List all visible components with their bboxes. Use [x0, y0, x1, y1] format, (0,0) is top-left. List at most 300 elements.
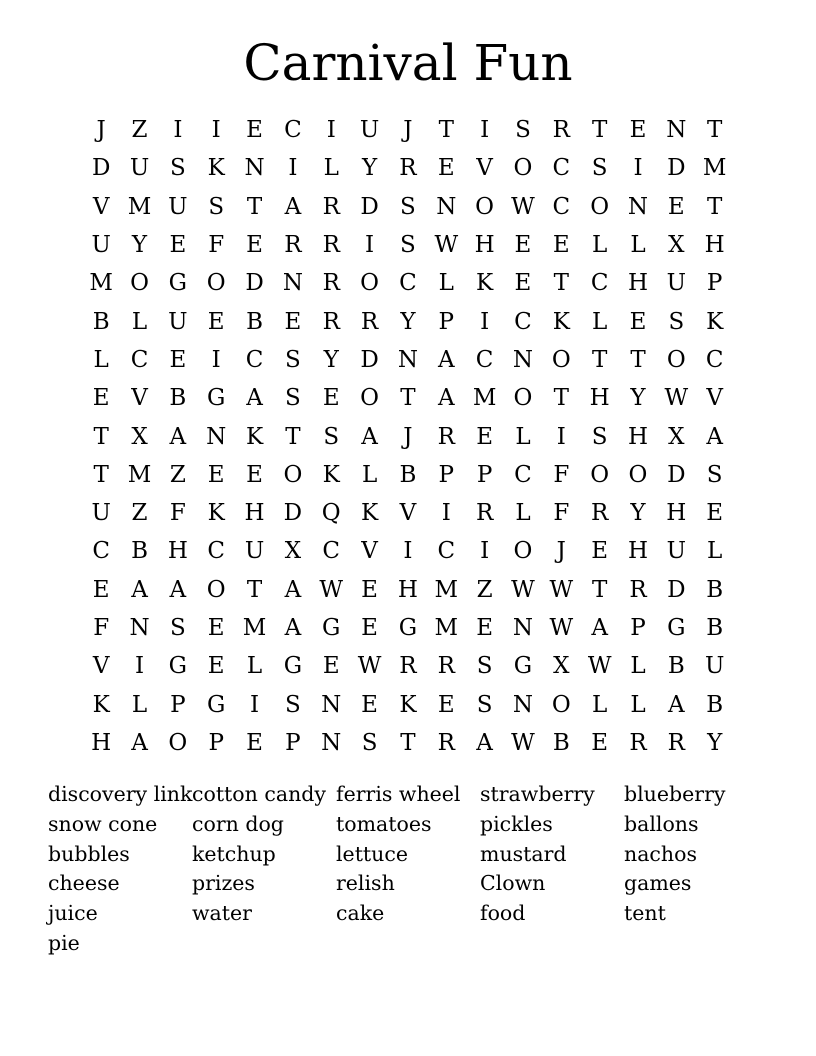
grid-letter: S: [476, 691, 493, 718]
grid-letter: B: [706, 615, 724, 641]
grid-letter: C: [552, 193, 571, 220]
grid-letter: M: [472, 385, 497, 412]
grid-row: [82, 226, 734, 264]
grid-letter: I: [441, 500, 451, 527]
grid-letter: N: [397, 346, 418, 373]
grid-letter: R: [399, 653, 417, 680]
grid-letter: A: [668, 691, 685, 718]
grid-letter: V: [92, 193, 110, 220]
grid-letter: E: [92, 385, 110, 412]
grid-letter: U: [666, 270, 687, 297]
grid-letter: M: [434, 615, 459, 641]
grid-letter: O: [666, 346, 686, 373]
grid-letter: P: [438, 308, 454, 335]
grid-letter: Y: [131, 232, 148, 259]
word-list-item: lettuce: [336, 841, 408, 866]
grid-letter: K: [207, 500, 225, 527]
grid-letter: R: [322, 270, 340, 297]
grid-letter: L: [323, 155, 339, 182]
grid-letter: O: [360, 270, 379, 297]
grid-letter: R: [322, 308, 340, 335]
grid-letter: F: [553, 461, 570, 488]
grid-letter: G: [322, 615, 341, 641]
puzzle-title: Carnival Fun: [243, 34, 573, 92]
grid-letter: J: [96, 117, 106, 144]
grid-letter: E: [667, 193, 685, 220]
word-list-item: pickles: [480, 811, 553, 836]
grid-letter: R: [437, 729, 455, 756]
grid-letter: K: [207, 155, 225, 182]
grid-letter: P: [170, 691, 186, 718]
word-list-item: relish: [336, 871, 395, 896]
grid-letter: B: [399, 461, 417, 488]
grid-letter: O: [590, 193, 610, 220]
grid-letter: G: [207, 691, 226, 718]
word-list-item: pie: [48, 930, 80, 955]
grid-letter: E: [437, 155, 455, 182]
grid-letter: S: [323, 423, 340, 450]
grid-letter: I: [173, 117, 183, 144]
grid-letter: P: [630, 615, 646, 641]
grid-letter: P: [706, 270, 723, 297]
grid-letter: D: [360, 193, 379, 220]
grid-letter: L: [592, 232, 608, 259]
grid-letter: Z: [131, 500, 148, 527]
grid-letter: I: [365, 232, 375, 259]
grid-letter: E: [629, 308, 647, 335]
grid-row: [82, 609, 734, 647]
grid-letter: L: [438, 270, 454, 297]
grid-letter: S: [706, 461, 723, 488]
grid-letter: S: [400, 232, 416, 259]
grid-letter: N: [321, 729, 342, 756]
grid-letter: C: [705, 346, 724, 373]
grid-row: [82, 188, 734, 226]
grid-letter: E: [246, 461, 263, 488]
grid-letter: F: [169, 500, 186, 527]
grid-letter: L: [630, 653, 646, 680]
grid-letter: N: [206, 423, 227, 450]
grid-letter: U: [91, 232, 111, 259]
grid-letter: P: [438, 461, 454, 488]
grid-letter: O: [590, 461, 610, 488]
grid-letter: R: [475, 500, 494, 527]
grid-letter: E: [361, 615, 378, 641]
grid-letter: C: [322, 538, 341, 565]
word-list-item: mustard: [480, 841, 567, 866]
grid-letter: E: [92, 576, 110, 603]
grid-letter: M: [127, 461, 152, 488]
grid-letter: N: [282, 270, 303, 297]
grid-letter: U: [666, 538, 687, 565]
grid-letter: D: [360, 346, 379, 373]
grid-letter: N: [666, 117, 687, 144]
grid-letter: R: [399, 155, 417, 182]
grid-letter: K: [92, 691, 110, 718]
grid-letter: K: [706, 308, 724, 335]
grid-letter: E: [591, 729, 609, 756]
grid-letter: H: [627, 270, 649, 297]
grid-letter: H: [167, 538, 188, 565]
grid-letter: B: [92, 308, 110, 335]
grid-letter: N: [244, 155, 265, 182]
word-list-item: corn dog: [192, 811, 284, 836]
grid-letter: U: [704, 653, 725, 680]
grid-letter: X: [284, 538, 302, 565]
grid-letter: E: [476, 423, 493, 450]
grid-letter: I: [288, 155, 298, 182]
grid-letter: K: [476, 270, 494, 297]
grid-letter: O: [475, 193, 495, 220]
grid-row: [82, 341, 734, 379]
grid-letter: J: [403, 423, 413, 450]
grid-letter: H: [704, 232, 725, 259]
grid-letter: V: [361, 538, 378, 565]
grid-letter: B: [552, 729, 570, 756]
grid-letter: C: [92, 538, 110, 565]
word-list-item: tent: [624, 901, 666, 926]
grid-row: [82, 685, 734, 723]
word-list-item: food: [480, 901, 526, 926]
grid-letter: L: [515, 500, 531, 527]
grid-letter: N: [512, 691, 534, 718]
grid-letter: W: [434, 232, 459, 259]
grid-letter: W: [511, 576, 535, 603]
grid-letter: I: [633, 155, 643, 182]
grid-letter: R: [322, 193, 340, 220]
grid-letter: W: [549, 576, 574, 603]
grid-row: [82, 264, 734, 302]
grid-letter: A: [476, 729, 493, 756]
grid-letter: T: [285, 423, 301, 450]
grid-letter: O: [513, 385, 533, 412]
grid-letter: J: [556, 538, 566, 565]
grid-letter: O: [206, 576, 226, 603]
grid-letter: E: [284, 308, 302, 335]
grid-letter: V: [476, 155, 493, 182]
grid-letter: V: [399, 500, 417, 527]
grid-letter: O: [130, 270, 149, 297]
grid-letter: G: [283, 653, 303, 680]
grid-letter: S: [476, 653, 493, 680]
grid-letter: D: [667, 576, 686, 603]
grid-letter: T: [553, 270, 569, 297]
grid-letter: D: [667, 155, 686, 182]
grid-letter: E: [552, 232, 570, 259]
grid-letter: C: [590, 270, 609, 297]
grid-letter: V: [706, 385, 723, 412]
grid-letter: S: [361, 729, 378, 756]
grid-letter: E: [246, 232, 263, 259]
word-list-item: snow cone: [48, 811, 158, 836]
grid-letter: E: [207, 308, 225, 335]
grid-letter: Y: [361, 155, 378, 182]
grid-letter: S: [591, 155, 608, 182]
grid-letter: I: [480, 538, 490, 565]
grid-row: [82, 149, 734, 187]
grid-letter: G: [207, 385, 226, 412]
grid-letter: E: [437, 691, 455, 718]
grid-letter: S: [285, 385, 301, 412]
grid-letter: W: [511, 729, 535, 756]
grid-letter: S: [400, 193, 416, 220]
grid-letter: B: [169, 385, 187, 412]
grid-letter: Q: [321, 500, 341, 527]
grid-letter: S: [668, 308, 685, 335]
grid-letter: Y: [323, 346, 339, 373]
grid-letter: O: [360, 385, 379, 412]
grid-letter: T: [93, 423, 109, 450]
grid-letter: Z: [131, 117, 148, 144]
grid-letter: B: [246, 308, 263, 335]
grid-letter: C: [437, 538, 456, 565]
grid-letter: H: [397, 576, 418, 603]
grid-letter: L: [630, 691, 646, 718]
grid-letter: X: [553, 653, 570, 680]
grid-letter: C: [245, 346, 264, 373]
grid-letter: L: [630, 232, 646, 259]
word-list-item: bubbles: [48, 841, 130, 866]
grid-letter: X: [668, 232, 685, 259]
grid-letter: R: [629, 576, 647, 603]
grid-letter: K: [360, 500, 379, 527]
grid-letter: V: [131, 385, 148, 412]
grid-letter: W: [587, 653, 612, 680]
grid-row: [82, 417, 734, 455]
grid-letter: L: [515, 423, 531, 450]
grid-letter: E: [246, 117, 263, 144]
grid-letter: B: [667, 653, 685, 680]
grid-letter: G: [168, 270, 188, 297]
grid-letter: C: [514, 461, 532, 488]
grid-letter: S: [285, 691, 301, 718]
word-list-item: blueberry: [624, 782, 726, 806]
grid-letter: O: [513, 538, 533, 565]
grid-letter: D: [283, 500, 303, 527]
grid-letter: O: [283, 461, 303, 488]
grid-letter: R: [667, 729, 685, 756]
grid-letter: E: [169, 346, 187, 373]
grid-letter: E: [246, 729, 263, 756]
grid-letter: T: [707, 117, 723, 144]
grid-letter: S: [169, 615, 186, 641]
grid-letter: C: [207, 538, 225, 565]
grid-row: [82, 647, 734, 685]
word-list-item: water: [192, 901, 252, 926]
grid-letter: L: [361, 461, 378, 488]
grid-letter: L: [707, 538, 723, 565]
grid-row: [82, 571, 734, 609]
grid-letter: E: [514, 270, 532, 297]
grid-letter: P: [208, 729, 224, 756]
grid-letter: S: [169, 155, 186, 182]
grid-letter: X: [668, 423, 685, 450]
grid-letter: T: [553, 385, 569, 412]
word-list-item: nachos: [624, 841, 697, 866]
grid-letter: T: [591, 576, 608, 603]
word-list-item: cheese: [48, 871, 120, 896]
grid-row: [82, 724, 734, 762]
grid-letter: E: [207, 461, 225, 488]
grid-letter: E: [207, 653, 225, 680]
grid-letter: N: [129, 615, 150, 641]
grid-letter: T: [400, 729, 416, 756]
grid-letter: G: [398, 615, 418, 641]
grid-letter: K: [399, 691, 417, 718]
grid-letter: A: [131, 576, 148, 603]
grid-letter: H: [474, 232, 495, 259]
grid-letter: W: [319, 576, 344, 603]
grid-letter: G: [168, 653, 188, 680]
grid-letter: F: [208, 232, 225, 259]
grid-letter: I: [556, 423, 566, 450]
grid-letter: F: [553, 500, 570, 527]
word-list-item: tomatoes: [336, 811, 432, 836]
grid-letter: Y: [630, 385, 646, 412]
grid-letter: C: [552, 155, 571, 182]
grid-letter: M: [434, 576, 459, 603]
grid-letter: H: [244, 500, 265, 527]
grid-letter: N: [436, 193, 457, 220]
grid-letter: W: [511, 193, 535, 220]
grid-letter: Y: [630, 500, 646, 527]
grid-letter: R: [437, 423, 455, 450]
grid-letter: O: [551, 691, 571, 718]
grid-letter: G: [667, 615, 686, 641]
grid-letter: B: [706, 576, 724, 603]
grid-letter: I: [480, 117, 490, 144]
grid-letter: T: [246, 193, 263, 220]
grid-letter: R: [437, 653, 455, 680]
grid-letter: E: [514, 232, 532, 259]
grid-letter: N: [512, 346, 534, 373]
grid-letter: R: [552, 117, 570, 144]
grid-letter: W: [549, 615, 574, 641]
grid-letter: V: [92, 653, 110, 680]
grid-letter: O: [551, 346, 571, 373]
grid-letter: N: [627, 193, 649, 220]
grid-letter: D: [91, 155, 111, 182]
word-list-item: ballons: [624, 811, 699, 836]
grid-letter: X: [131, 423, 148, 450]
word-list-item: ferris wheel: [336, 782, 461, 806]
grid-letter: A: [361, 423, 378, 450]
grid-letter: O: [628, 461, 648, 488]
grid-letter: Z: [169, 461, 186, 488]
grid-letter: R: [629, 729, 647, 756]
grid-letter: B: [706, 691, 724, 718]
grid-letter: E: [476, 615, 493, 641]
grid-letter: L: [592, 308, 608, 335]
grid-letter: C: [130, 346, 149, 373]
word-list-item: discovery link: [48, 782, 193, 806]
grid-letter: A: [706, 423, 723, 450]
grid-letter: E: [361, 576, 378, 603]
grid-letter: H: [666, 500, 687, 527]
grid-letter: U: [359, 117, 380, 144]
grid-letter: T: [630, 346, 646, 373]
grid-letter: A: [284, 576, 302, 603]
grid-letter: H: [627, 538, 649, 565]
letter-grid: [82, 111, 734, 762]
grid-letter: R: [360, 308, 379, 335]
grid-letter: I: [250, 691, 260, 718]
grid-row: [82, 379, 734, 417]
grid-letter: U: [168, 193, 188, 220]
grid-letter: U: [129, 155, 150, 182]
grid-letter: N: [512, 615, 534, 641]
grid-letter: K: [245, 423, 264, 450]
word-list-item: strawberry: [480, 782, 595, 806]
word-list-item: ketchup: [192, 841, 276, 866]
grid-letter: L: [93, 346, 109, 373]
grid-letter: K: [322, 461, 340, 488]
grid-letter: L: [592, 691, 608, 718]
grid-letter: R: [590, 500, 609, 527]
grid-row: [82, 111, 734, 149]
grid-letter: C: [514, 308, 532, 335]
grid-row: [82, 494, 734, 532]
grid-letter: R: [322, 232, 340, 259]
grid-letter: A: [169, 423, 187, 450]
grid-letter: A: [437, 385, 455, 412]
grid-letter: E: [322, 385, 340, 412]
grid-letter: E: [706, 500, 724, 527]
grid-letter: W: [357, 653, 382, 680]
grid-letter: H: [589, 385, 610, 412]
grid-letter: U: [91, 500, 111, 527]
word-list-item: Clown: [480, 871, 546, 896]
grid-letter: Z: [476, 576, 493, 603]
grid-letter: W: [664, 385, 689, 412]
grid-letter: F: [93, 615, 110, 641]
grid-row: [82, 302, 734, 340]
grid-letter: N: [321, 691, 342, 718]
grid-letter: O: [206, 270, 226, 297]
grid-letter: K: [552, 308, 570, 335]
grid-letter: U: [244, 538, 265, 565]
word-list-item: prizes: [192, 871, 255, 896]
word-list: [48, 780, 768, 959]
grid-letter: T: [591, 346, 608, 373]
grid-letter: E: [591, 538, 609, 565]
grid-letter: E: [629, 117, 647, 144]
grid-letter: M: [89, 270, 113, 297]
grid-letter: G: [513, 653, 533, 680]
grid-letter: E: [169, 232, 187, 259]
grid-letter: T: [707, 193, 723, 220]
grid-letter: Y: [400, 308, 416, 335]
grid-letter: M: [127, 193, 152, 220]
grid-letter: L: [131, 691, 148, 718]
grid-letter: A: [284, 615, 302, 641]
grid-letter: I: [134, 653, 145, 680]
grid-letter: E: [322, 653, 340, 680]
grid-letter: U: [168, 308, 188, 335]
grid-letter: A: [284, 193, 302, 220]
grid-letter: J: [403, 117, 413, 144]
grid-letter: T: [93, 461, 109, 488]
grid-letter: I: [480, 308, 490, 335]
grid-letter: E: [361, 691, 378, 718]
word-list-item: cake: [336, 901, 385, 926]
grid-letter: O: [513, 155, 533, 182]
grid-letter: S: [591, 423, 608, 450]
grid-letter: I: [211, 346, 221, 373]
grid-letter: C: [475, 346, 494, 373]
grid-letter: I: [211, 117, 221, 144]
word-list-item: juice: [48, 901, 98, 926]
